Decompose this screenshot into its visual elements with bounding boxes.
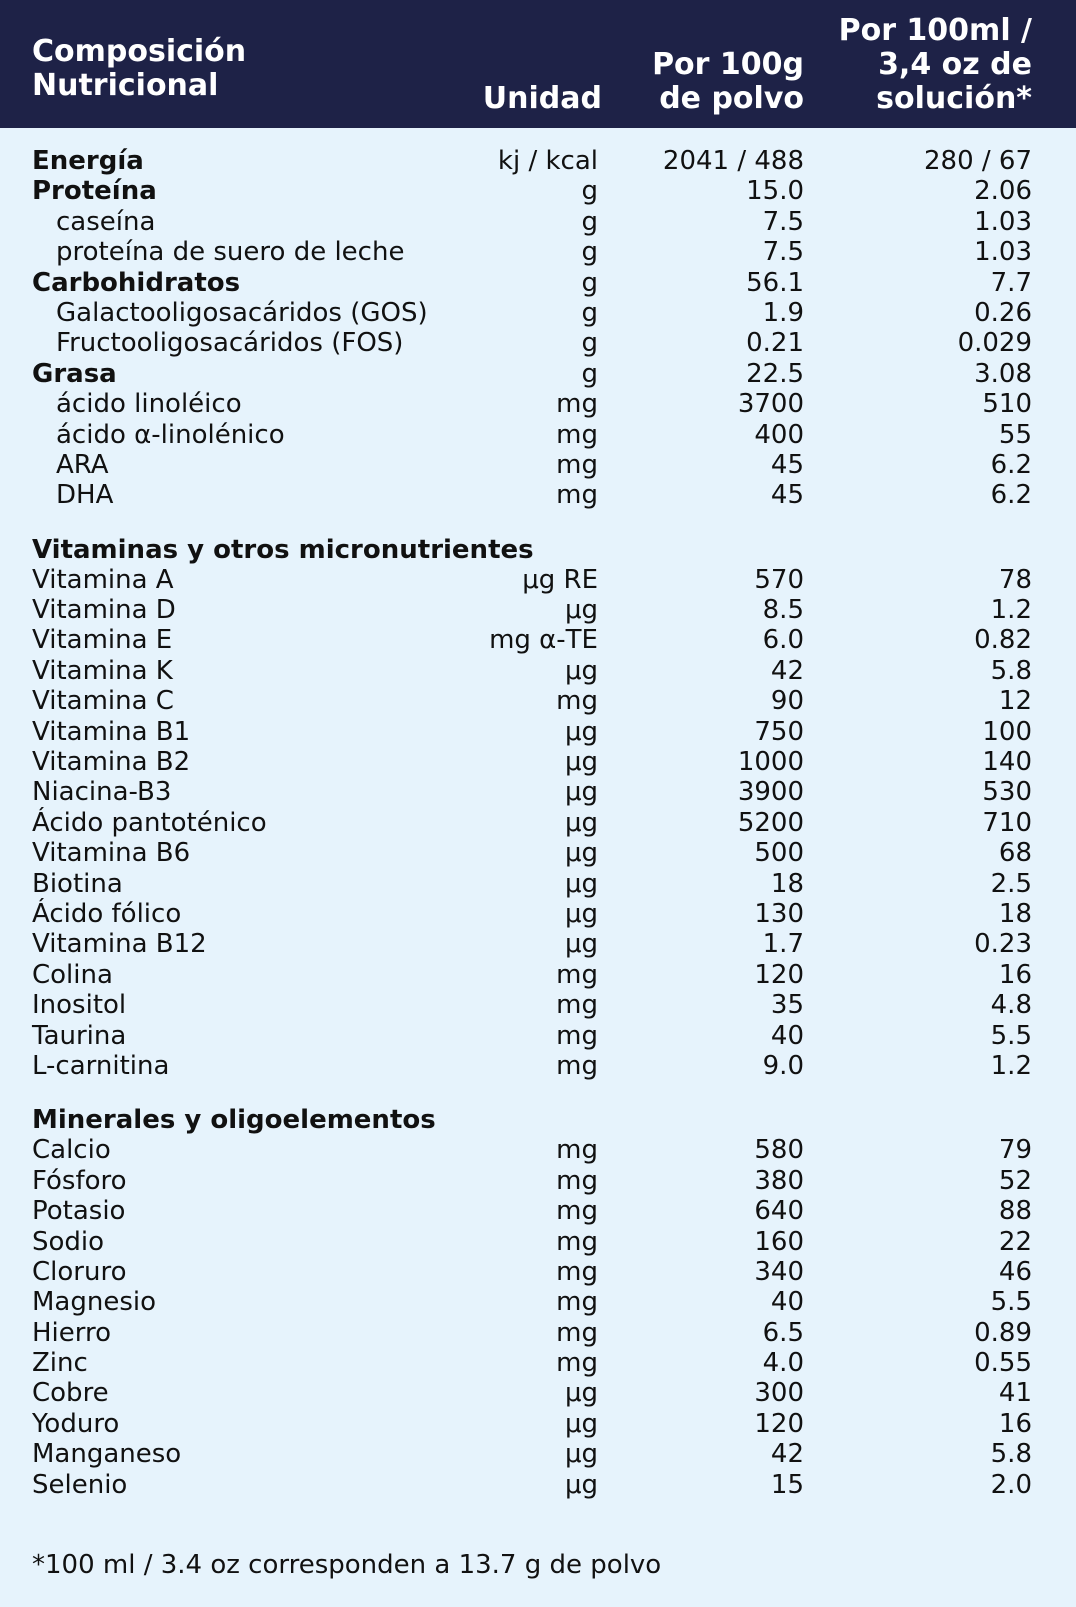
nutrient-name: Vitamina C: [32, 686, 174, 717]
table-row: [0, 990, 1076, 1020]
nutrient-unit: μg: [564, 1408, 598, 1439]
table-row: [0, 480, 1076, 510]
value-per-100ml: 7.7: [990, 267, 1032, 298]
nutrient-name: Fósforo: [32, 1165, 127, 1196]
value-per-100g: 160: [754, 1226, 804, 1257]
nutrient-name: Magnesio: [32, 1287, 157, 1318]
nutrient-name: Colina: [32, 959, 113, 990]
table-row: [0, 146, 1076, 176]
nutrient-unit: mg: [556, 1226, 598, 1257]
table-row: [0, 960, 1076, 990]
nutrient-name: Vitamina B6: [32, 838, 191, 869]
value-per-100ml: 2.0: [990, 1469, 1032, 1500]
value-per-100g: 7.5: [762, 206, 804, 237]
value-per-100ml: 0.55: [974, 1348, 1032, 1379]
value-per-100ml: 46: [998, 1256, 1032, 1287]
footnote: *100 ml / 3.4 oz corresponden a 13.7 g de polvo: [32, 1550, 662, 1580]
nutrient-name: ARA: [56, 449, 109, 480]
value-per-100g: 120: [754, 959, 804, 990]
table-row: [0, 869, 1076, 899]
table-row: [0, 176, 1076, 206]
value-per-100ml: 3.08: [974, 358, 1032, 389]
nutrient-name: ácido α-linolénico: [56, 419, 285, 450]
nutrient-unit: mg: [556, 1196, 598, 1227]
nutrient-name: Energía: [32, 146, 144, 176]
nutrient-unit: μg: [564, 898, 598, 929]
value-per-100g: 750: [754, 716, 804, 747]
nutrient-unit: μg: [564, 838, 598, 869]
nutrient-name: Vitamina D: [32, 595, 176, 626]
table-row: [0, 298, 1076, 328]
value-per-100ml: 0.82: [974, 625, 1032, 656]
value-per-100g: 500: [754, 838, 804, 869]
nutrient-unit: μg: [564, 747, 598, 778]
nutrient-unit: g: [581, 358, 598, 389]
table-row: [0, 268, 1076, 298]
nutrient-name: Galactooligosacáridos (GOS): [56, 297, 428, 328]
table-row: [0, 207, 1076, 237]
table-row: [0, 1470, 1076, 1500]
nutrient-name: Yoduro: [32, 1408, 120, 1439]
value-per-100ml: 510: [982, 389, 1032, 420]
nutrient-name: Cobre: [32, 1378, 109, 1409]
table-row: [0, 1287, 1076, 1317]
value-per-100ml: 6.2: [990, 480, 1032, 511]
value-per-100ml: 1.2: [990, 1050, 1032, 1081]
column-header-per-100g: Por 100g de polvo: [652, 47, 804, 116]
table-row: [0, 686, 1076, 716]
nutrient-unit: μg: [564, 929, 598, 960]
section-title: [0, 1105, 1076, 1135]
value-per-100ml: 0.029: [957, 328, 1032, 359]
table-row: [0, 359, 1076, 389]
nutrient-name: Carbohidratos: [32, 267, 241, 298]
table-row: [0, 389, 1076, 419]
nutrient-unit: μg: [564, 716, 598, 747]
nutrient-unit: mg: [556, 686, 598, 717]
value-per-100ml: 55: [998, 419, 1032, 450]
table-row: [0, 838, 1076, 868]
table-row: [0, 777, 1076, 807]
nutrient-unit: mg: [556, 990, 598, 1021]
table-row: [0, 1439, 1076, 1469]
value-per-100g: 1000: [737, 747, 804, 778]
nutrient-unit: μg: [564, 1439, 598, 1470]
table-title: Composición Nutricional: [32, 34, 247, 103]
nutrient-unit: mg: [556, 480, 598, 511]
value-per-100ml: 68: [998, 838, 1032, 869]
value-per-100g: 580: [754, 1135, 804, 1166]
table-row: [0, 1378, 1076, 1408]
value-per-100g: 130: [754, 898, 804, 929]
nutrient-unit: g: [581, 176, 598, 207]
nutrient-unit: mg: [556, 1050, 598, 1081]
nutrient-name: Calcio: [32, 1135, 111, 1166]
table-row: [0, 808, 1076, 838]
value-per-100ml: 6.2: [990, 449, 1032, 480]
value-per-100g: 380: [754, 1165, 804, 1196]
table-row: [0, 1051, 1076, 1081]
nutrient-name: Niacina-B3: [32, 777, 172, 808]
value-per-100ml: 79: [998, 1135, 1032, 1166]
value-per-100ml: 5.5: [990, 1287, 1032, 1318]
value-per-100g: 6.0: [762, 625, 804, 656]
value-per-100g: 45: [770, 449, 804, 480]
value-per-100g: 120: [754, 1408, 804, 1439]
value-per-100g: 9.0: [762, 1050, 804, 1081]
value-per-100g: 1.9: [762, 297, 804, 328]
value-per-100ml: 530: [982, 777, 1032, 808]
value-per-100ml: 1.2: [990, 595, 1032, 626]
value-per-100g: 18: [770, 868, 804, 899]
nutrient-name: Proteína: [32, 176, 157, 207]
value-per-100ml: 88: [998, 1196, 1032, 1227]
nutrient-name: Biotina: [32, 868, 123, 899]
nutrient-name: Vitamina E: [32, 625, 173, 656]
value-per-100g: 4.0: [762, 1348, 804, 1379]
nutrient-unit: μg: [564, 807, 598, 838]
value-per-100g: 5200: [737, 807, 804, 838]
value-per-100ml: 100: [982, 716, 1032, 747]
value-per-100ml: 1.03: [974, 237, 1032, 268]
nutrient-unit: μg: [564, 595, 598, 626]
value-per-100ml: 22: [998, 1226, 1032, 1257]
nutrient-name: Vitamina B2: [32, 747, 191, 778]
nutrient-unit: mg: [556, 959, 598, 990]
section-spacer: [0, 511, 1076, 535]
nutrient-unit: mg: [556, 1317, 598, 1348]
value-per-100g: 45: [770, 480, 804, 511]
value-per-100g: 22.5: [746, 358, 804, 389]
table-row: [0, 450, 1076, 480]
nutrient-unit: μg: [564, 1378, 598, 1409]
table-row: [0, 1227, 1076, 1257]
value-per-100g: 570: [754, 564, 804, 595]
nutrient-unit: g: [581, 328, 598, 359]
nutrient-unit: mg: [556, 449, 598, 480]
value-per-100g: 35: [770, 990, 804, 1021]
nutrient-unit: mg: [556, 1287, 598, 1318]
nutrient-name: Manganeso: [32, 1439, 182, 1470]
table-row: [0, 899, 1076, 929]
value-per-100ml: 18: [998, 898, 1032, 929]
table-row: [0, 1257, 1076, 1287]
value-per-100ml: 16: [998, 959, 1032, 990]
nutrient-name: Vitamina A: [32, 564, 174, 595]
value-per-100g: 300: [754, 1378, 804, 1409]
value-per-100ml: 78: [998, 564, 1032, 595]
nutrient-unit: μg: [564, 777, 598, 808]
value-per-100g: 340: [754, 1256, 804, 1287]
nutrient-unit: mg: [556, 1135, 598, 1166]
value-per-100ml: 5.8: [990, 655, 1032, 686]
table-row: [0, 237, 1076, 267]
nutrient-name: Taurina: [32, 1020, 127, 1051]
value-per-100ml: 280 / 67: [924, 146, 1032, 176]
nutrient-name: Fructooligosacáridos (FOS): [56, 328, 404, 359]
value-per-100ml: 0.23: [974, 929, 1032, 960]
table-row: [0, 1196, 1076, 1226]
section-title-label: Minerales y oligoelementos: [32, 1105, 436, 1136]
value-per-100ml: 710: [982, 807, 1032, 838]
value-per-100ml: 12: [998, 686, 1032, 717]
nutrient-name: caseína: [56, 206, 156, 237]
nutrient-unit: mg: [556, 1020, 598, 1051]
value-per-100ml: 140: [982, 747, 1032, 778]
value-per-100g: 90: [770, 686, 804, 717]
value-per-100g: 6.5: [762, 1317, 804, 1348]
value-per-100g: 0.21: [746, 328, 804, 359]
table-row: [0, 1021, 1076, 1051]
nutrient-unit: mg: [556, 1348, 598, 1379]
nutrient-name: Sodio: [32, 1226, 105, 1257]
value-per-100g: 15.0: [746, 176, 804, 207]
value-per-100ml: 2.5: [990, 868, 1032, 899]
value-per-100g: 3900: [737, 777, 804, 808]
value-per-100ml: 16: [998, 1408, 1032, 1439]
nutrient-name: ácido linoléico: [56, 389, 242, 420]
column-header-per-100ml: Por 100ml / 3,4 oz de solución*: [838, 13, 1032, 116]
nutrient-unit: g: [581, 267, 598, 298]
value-per-100g: 640: [754, 1196, 804, 1227]
nutrient-name: Selenio: [32, 1469, 128, 1500]
value-per-100ml: 41: [998, 1378, 1032, 1409]
nutrient-unit: μg: [564, 868, 598, 899]
value-per-100g: 42: [770, 655, 804, 686]
nutrient-unit: μg: [564, 655, 598, 686]
section-title-label: Vitaminas y otros micronutrientes: [32, 534, 534, 565]
table-row: [0, 328, 1076, 358]
nutrient-unit: mg: [556, 419, 598, 450]
nutrient-name: L-carnitina: [32, 1050, 170, 1081]
value-per-100g: 7.5: [762, 237, 804, 268]
nutrient-name: Ácido fólico: [32, 898, 182, 929]
value-per-100ml: 4.8: [990, 990, 1032, 1021]
nutrient-name: Vitamina B1: [32, 716, 191, 747]
nutrient-name: proteína de suero de leche: [56, 237, 405, 268]
table-row: [0, 656, 1076, 686]
value-per-100g: 2041 / 488: [662, 146, 804, 176]
nutrient-unit: mg: [556, 389, 598, 420]
table-header: [0, 0, 1076, 128]
value-per-100ml: 5.5: [990, 1020, 1032, 1051]
value-per-100g: 40: [770, 1287, 804, 1318]
nutrient-unit: μg: [564, 1469, 598, 1500]
nutrient-unit: mg: [556, 1165, 598, 1196]
nutrient-name: Grasa: [32, 358, 117, 389]
section-title: [0, 535, 1076, 565]
nutrient-name: Inositol: [32, 990, 127, 1021]
nutrient-unit: g: [581, 237, 598, 268]
nutrient-name: Cloruro: [32, 1256, 127, 1287]
nutrient-name: DHA: [56, 480, 114, 511]
value-per-100g: 3700: [737, 389, 804, 420]
table-row: [0, 929, 1076, 959]
value-per-100g: 400: [754, 419, 804, 450]
value-per-100ml: 1.03: [974, 206, 1032, 237]
nutrient-unit: μg RE: [522, 564, 598, 595]
section-spacer: [0, 1081, 1076, 1105]
column-header-unit: Unidad: [482, 81, 602, 116]
table-row: [0, 595, 1076, 625]
value-per-100g: 1.7: [762, 929, 804, 960]
value-per-100g: 40: [770, 1020, 804, 1051]
table-row: [0, 747, 1076, 777]
value-per-100ml: 52: [998, 1165, 1032, 1196]
table-row: [0, 565, 1076, 595]
nutrient-name: Ácido pantoténico: [32, 807, 267, 838]
nutrient-name: Vitamina K: [32, 655, 173, 686]
table-row: [0, 420, 1076, 450]
value-per-100g: 8.5: [762, 595, 804, 626]
value-per-100ml: 2.06: [974, 176, 1032, 207]
nutrient-unit: g: [581, 297, 598, 328]
value-per-100ml: 0.26: [974, 297, 1032, 328]
nutrient-unit: g: [581, 206, 598, 237]
nutrient-name: Potasio: [32, 1196, 126, 1227]
value-per-100ml: 0.89: [974, 1317, 1032, 1348]
table-row: [0, 717, 1076, 747]
nutrition-table-body: [0, 146, 1076, 1500]
table-row: [0, 1135, 1076, 1165]
value-per-100g: 56.1: [746, 267, 804, 298]
nutrient-name: Hierro: [32, 1317, 112, 1348]
table-row: [0, 1166, 1076, 1196]
nutrient-unit: mg: [556, 1256, 598, 1287]
nutrient-name: Vitamina B12: [32, 929, 207, 960]
nutrient-name: Zinc: [32, 1348, 88, 1379]
nutrient-unit: kj / kcal: [497, 146, 598, 176]
table-row: [0, 1348, 1076, 1378]
value-per-100g: 42: [770, 1439, 804, 1470]
value-per-100ml: 5.8: [990, 1439, 1032, 1470]
table-row: [0, 1409, 1076, 1439]
nutrient-unit: mg α-TE: [489, 625, 598, 656]
table-row: [0, 625, 1076, 655]
table-row: [0, 1318, 1076, 1348]
value-per-100g: 15: [770, 1469, 804, 1500]
